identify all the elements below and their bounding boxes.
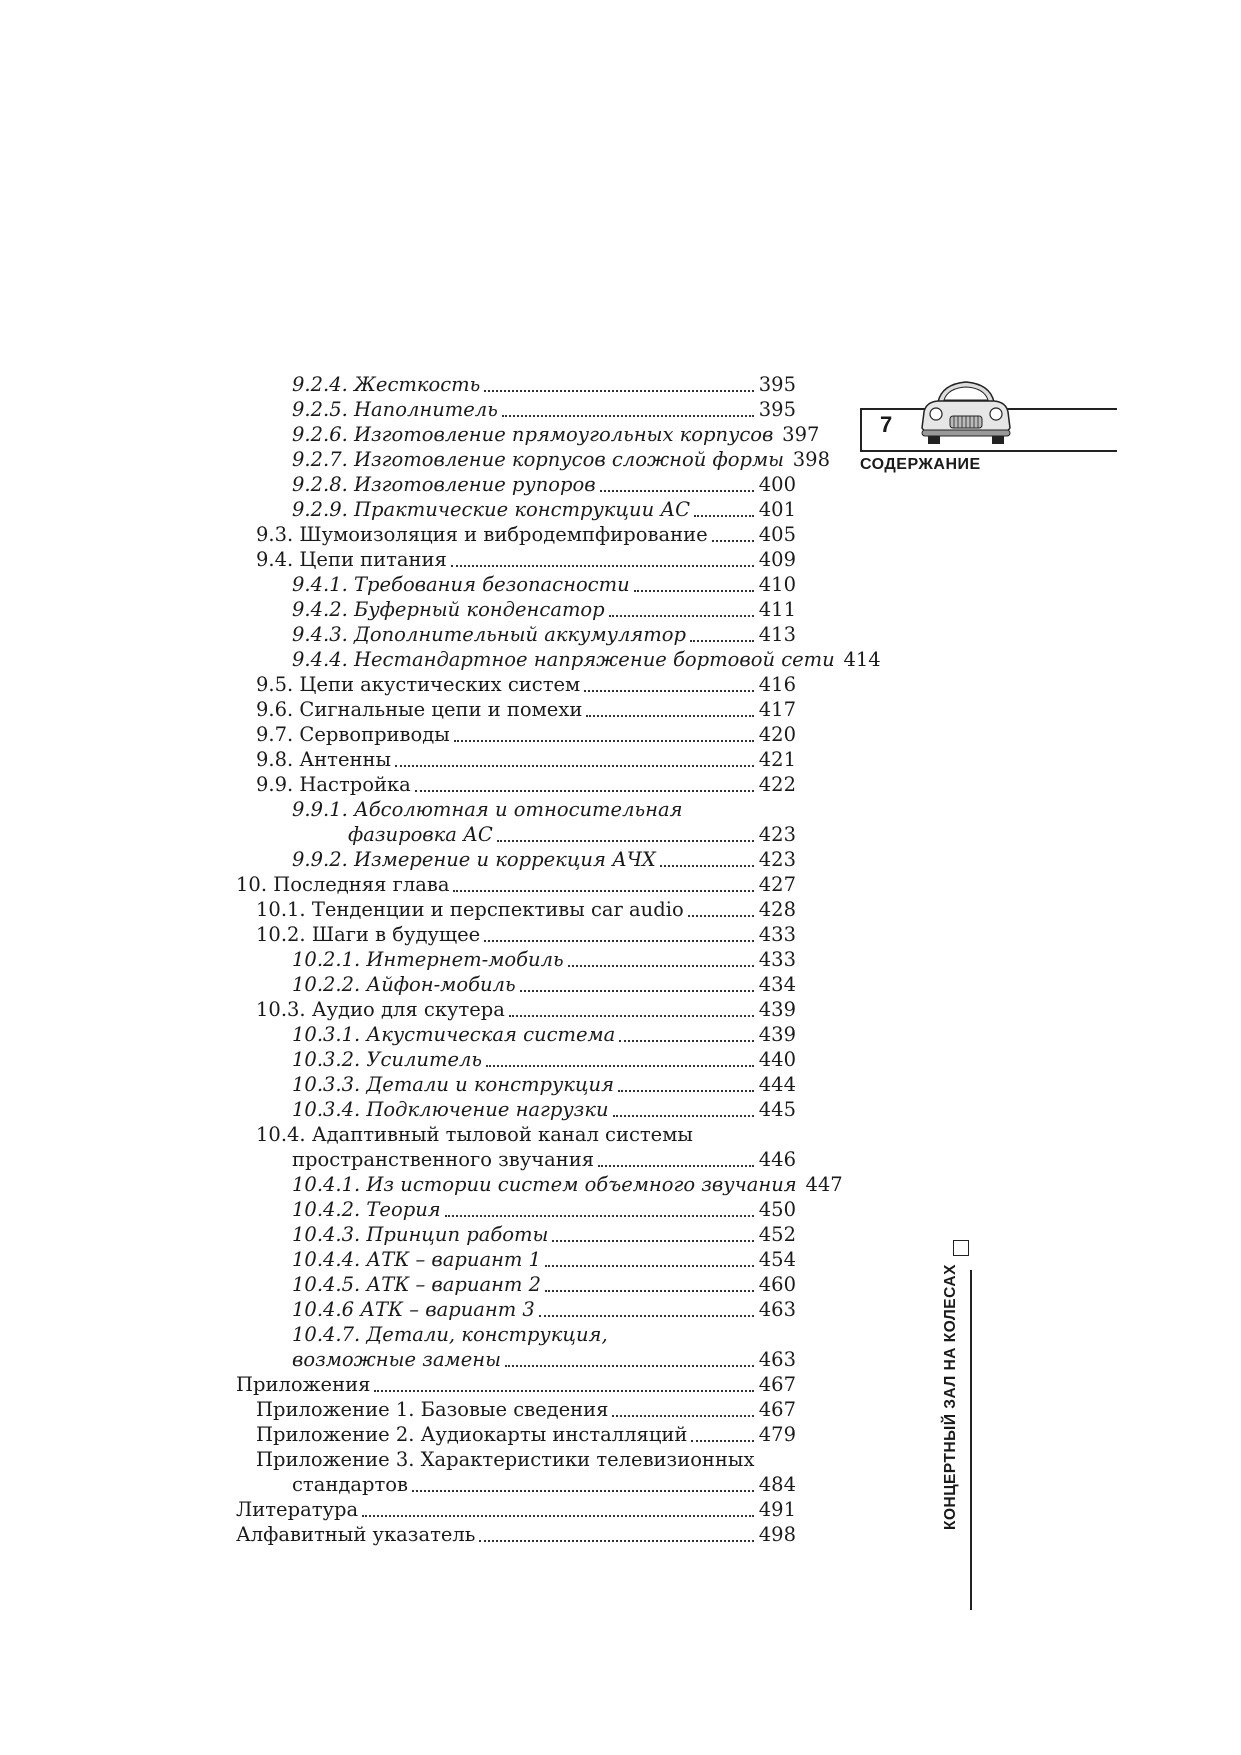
toc-entry[interactable]: 9.2.5. Наполнитель 395 (292, 398, 796, 421)
toc-entry[interactable]: 9.9. Настройка 422 (256, 773, 796, 796)
toc-entry[interactable]: 9.9.1. Абсолютная и относительная (292, 798, 683, 821)
toc-entry[interactable]: 10.4.1. Из истории систем объемного звучания 447 (292, 1173, 843, 1196)
toc-entry[interactable]: 10.4.3. Принцип работы 452 (292, 1223, 796, 1246)
toc-entry[interactable]: 9.2.8. Изготовление рупоров 400 (292, 473, 796, 496)
toc-entry[interactable]: 10.1. Тенденции и перспективы car audio 428 (256, 898, 796, 921)
toc-entry[interactable]: 10. Последняя глава 427 (236, 873, 796, 896)
toc-entry[interactable]: 9.4. Цепи питания 409 (256, 548, 796, 571)
toc-entry[interactable]: 9.9.2. Измерение и коррекция АЧХ 423 (292, 848, 796, 871)
toc-entry[interactable]: 10.2. Шаги в будущее 433 (256, 923, 796, 946)
toc-entry[interactable]: 9.5. Цепи акустических систем 416 (256, 673, 796, 696)
toc-entry[interactable]: 9.2.4. Жесткость 395 (292, 373, 796, 396)
toc-entry[interactable]: 10.4.4. АТК – вариант 1 454 (292, 1248, 796, 1271)
toc-entry[interactable]: 10.3.2. Усилитель 440 (292, 1048, 796, 1071)
header-rule-left (860, 408, 862, 451)
toc-entry-continuation[interactable]: возможные замены 463 (292, 1348, 796, 1371)
toc-entry-continuation[interactable]: пространственного звучания 446 (292, 1148, 796, 1171)
toc-entry[interactable]: 9.2.6. Изготовление прямоугольных корпусов 397 (292, 423, 820, 446)
toc-entry[interactable]: 9.4.1. Требования безопасности 410 (292, 573, 796, 596)
toc-entry[interactable]: 10.2.2. Айфон-мобиль 434 (292, 973, 796, 996)
header-rule-bottom (860, 450, 1117, 452)
car-logo-icon (916, 372, 1016, 448)
toc-entry[interactable]: 9.4.2. Буферный конденсатор 411 (292, 598, 796, 621)
toc-entry[interactable]: 9.6. Сигнальные цепи и помехи 417 (256, 698, 796, 721)
toc-entry[interactable]: 9.4.3. Дополнительный аккумулятор 413 (292, 623, 796, 646)
page-number: 7 (880, 412, 893, 437)
toc-entry[interactable]: 10.4.5. АТК – вариант 2 460 (292, 1273, 796, 1296)
toc-entry[interactable]: 10.3. Аудио для скутера 439 (256, 998, 796, 1021)
toc-entry[interactable]: 10.3.1. Акустическая система 439 (292, 1023, 796, 1046)
toc-entry[interactable]: 9.7. Сервоприводы 420 (256, 723, 796, 746)
toc-entry[interactable]: 10.4.7. Детали, конструкция, (292, 1323, 608, 1346)
side-title: КОНЦЕРТНЫЙ ЗАЛ НА КОЛЕСАХ (942, 1264, 959, 1530)
toc-entry[interactable]: 9.4.4. Нестандартное напряжение бортовой сети 414 (292, 648, 881, 671)
toc-entry-continuation[interactable]: стандартов 484 (292, 1473, 796, 1496)
toc-entry[interactable]: Приложение 2. Аудиокарты инсталляций 479 (256, 1423, 796, 1446)
toc-entry[interactable]: Приложение 3. Характеристики телевизионных (256, 1448, 755, 1471)
toc-entry[interactable]: 10.4.2. Теория 450 (292, 1198, 796, 1221)
toc-entry[interactable]: 10.4. Адаптивный тыловой канал системы (256, 1123, 693, 1146)
toc-entry[interactable]: Алфавитный указатель 498 (236, 1523, 796, 1546)
toc-entry-continuation[interactable]: фазировка АС 423 (348, 823, 796, 846)
toc-entry[interactable]: 10.3.4. Подключение нагрузки 445 (292, 1098, 796, 1121)
table-of-contents (236, 372, 881, 1547)
toc-entry[interactable]: 9.3. Шумоизоляция и вибродемпфирование 405 (256, 523, 796, 546)
toc-entry[interactable]: Приложения 467 (236, 1373, 796, 1396)
toc-entry[interactable]: Приложение 1. Базовые сведения 467 (256, 1398, 796, 1421)
toc-entry[interactable]: 10.3.3. Детали и конструкция 444 (292, 1073, 796, 1096)
side-rule (970, 1270, 972, 1610)
section-title: СОДЕРЖАНИЕ (860, 456, 981, 473)
toc-entry[interactable]: 10.4.6 АТК – вариант 3 463 (292, 1298, 796, 1321)
toc-entry[interactable]: Литература 491 (236, 1498, 796, 1521)
toc-entry[interactable]: 9.8. Антенны 421 (256, 748, 796, 771)
toc-entry[interactable]: 10.2.1. Интернет-мобиль 433 (292, 948, 796, 971)
toc-entry[interactable]: 9.2.9. Практические конструкции АС 401 (292, 498, 796, 521)
toc-entry[interactable]: 9.2.7. Изготовление корпусов сложной формы 398 (292, 448, 830, 471)
